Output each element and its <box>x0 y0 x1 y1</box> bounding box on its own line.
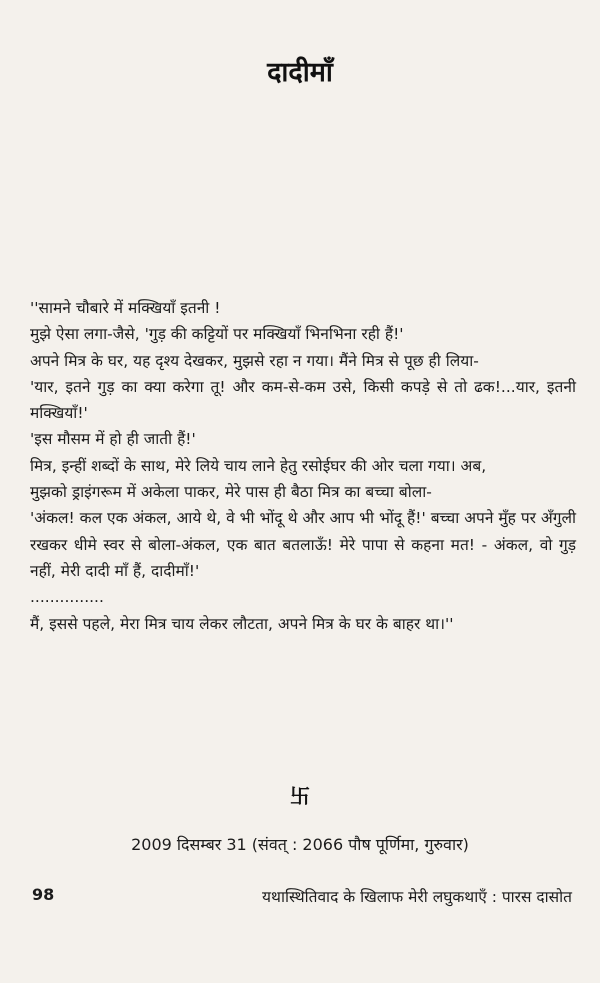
page-title: दादीमाँ <box>267 57 333 88</box>
paragraph-1: ''सामने चौबारे में मक्खियाँ इतनी ! <box>30 299 221 317</box>
running-title: यथास्थितिवाद के खिलाफ मेरी लघुकथाएँ : पारस दासोत <box>262 888 572 906</box>
paragraph-5: 'इस मौसम में हो ही जाती हैं!' <box>30 430 196 449</box>
page-number: 98 <box>32 885 55 904</box>
date-line: 2009 दिसम्बर 31 (संवत् : 2066 पौष पूर्णिमा, गुरुवार) <box>131 835 469 854</box>
paragraph-9: मैं, इससे पहले, मेरा मित्र चाय लेकर लौटता, अपने मित्र के घर के बाहर था।'' <box>30 614 454 633</box>
story-body <box>30 295 576 637</box>
paragraph-2: मुझे ऐसा लगा-जैसे, 'गुड़ की कट्टियों पर मक्खियाँ भिनभिना रही हैं!' <box>30 325 404 344</box>
paragraph-7: मुझको ड्राइंगरूम में अकेला पाकर, मेरे पास ही बैठा मित्र का बच्चा बोला- <box>30 483 432 502</box>
ellipsis-separator: ............... <box>30 588 104 607</box>
swastika-ornament-icon: 卐 <box>290 784 310 808</box>
paragraph-8: 'अंकल! कल एक अंकल, आये थे, वे भी भोंदू थे और आप भी भोंदू हैं!' बच्चा अपने मुँह पर अँगुली रखकर धीमे स्वर से बोला-अंकल, एक बात बतलाऊँ! मेरे पापा से कहना मत! - अंकल, वो गुड़ नहीं, मेरी दादी माँ हैं, दादीमाँ!' <box>30 509 576 580</box>
paragraph-6: मित्र, इन्हीं शब्दों के साथ, मेरे लिये चाय लाने हेतु रसोईघर की ओर चला गया। अब, <box>30 456 487 475</box>
paragraph-4: 'यार, इतने गुड़ का क्या करेगा तू! और कम-से-कम उसे, किसी कपड़े से तो ढक!...यार, इतनी मक्खियाँ!' <box>30 377 576 423</box>
paragraph-3: अपने मित्र के घर, यह दृश्य देखकर, मुझसे रहा न गया। मैंने मित्र से पूछ ही लिया- <box>30 351 479 370</box>
